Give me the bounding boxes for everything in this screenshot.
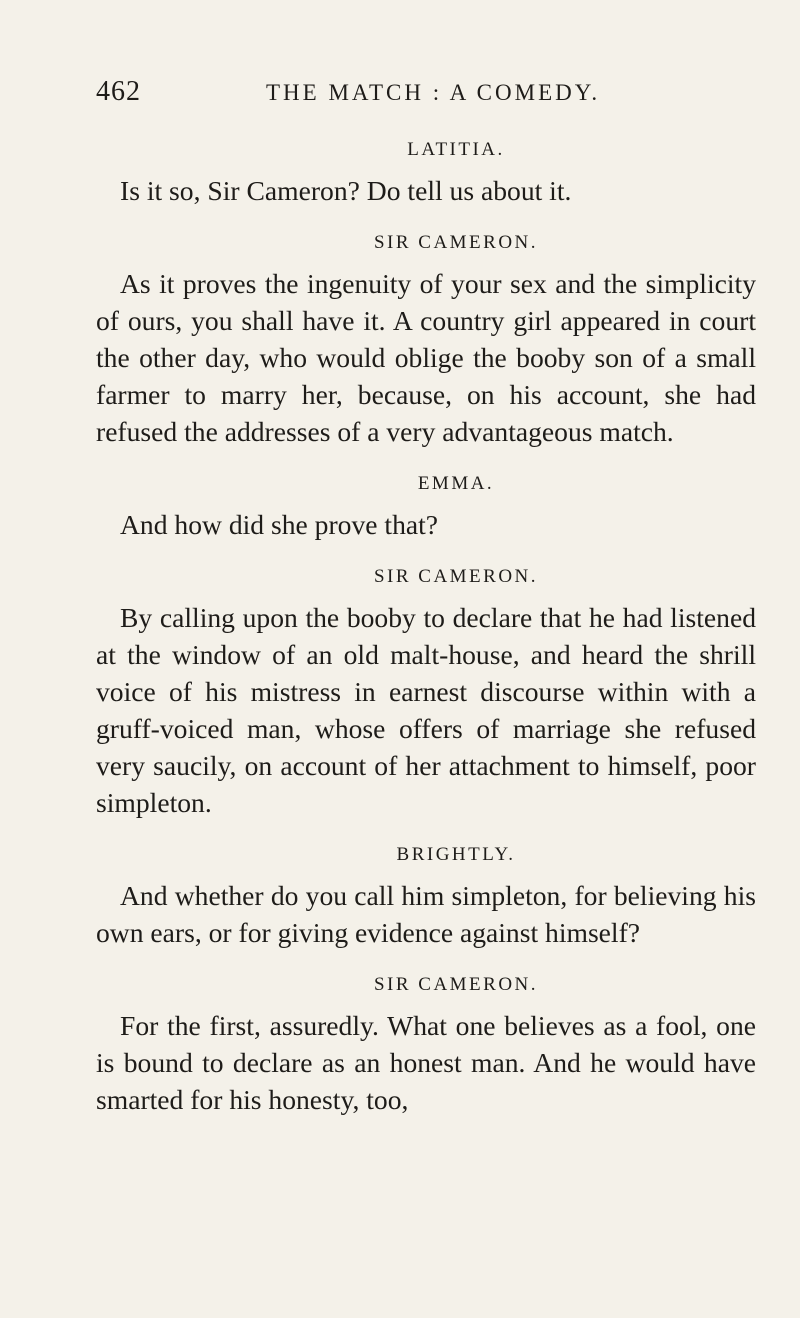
dialogue-block <box>96 136 756 209</box>
dialogue-block <box>96 229 756 450</box>
speech-text: And how did she prove that? <box>120 509 439 540</box>
page-number: 462 <box>96 76 141 107</box>
speaker-name: LATITIA. <box>407 139 505 160</box>
dialogue-text <box>96 136 756 1118</box>
speaker-name: SIR CAMERON. <box>373 232 539 253</box>
dialogue-block <box>96 971 756 1118</box>
speaker-name: EMMA. <box>417 473 495 494</box>
dialogue-block <box>96 563 756 821</box>
speaker-name: SIR CAMERON. <box>373 974 539 995</box>
dialogue-block <box>96 470 756 543</box>
speech-text: As it proves the ingenuity of your sex and the simplicity of ours, you shall have it. A country girl appeared in court the other day, who would oblige the booby son of a small farmer to marry her, because, on his account, she had refused the addresses of a very advantageous match. <box>96 268 756 447</box>
running-title: THE MATCH : A COMEDY. <box>266 80 601 105</box>
speaker-name: BRIGHTLY. <box>396 844 516 865</box>
speech-text: For the first, assuredly. What one believes as a fool, one is bound to declare as an honest man. And he would have smarted for his honesty, too, <box>96 1010 756 1115</box>
speech-text: By calling upon the booby to declare that he had listened at the window of an old malt-house, and heard the shrill voice of his mistress in earnest discourse within with a gruff-voiced man, whose offers of marriage she refused very saucily, on account of her attachment to himself, poor simpleton. <box>96 602 756 818</box>
speech-text: And whether do you call him simpleton, for believing his own ears, or for giving evidence against himself? <box>96 880 756 948</box>
speaker-name: SIR CAMERON. <box>373 566 539 587</box>
speech-text: Is it so, Sir Cameron? Do tell us about it. <box>120 175 572 206</box>
dialogue-block <box>96 841 756 951</box>
running-head <box>96 76 736 116</box>
